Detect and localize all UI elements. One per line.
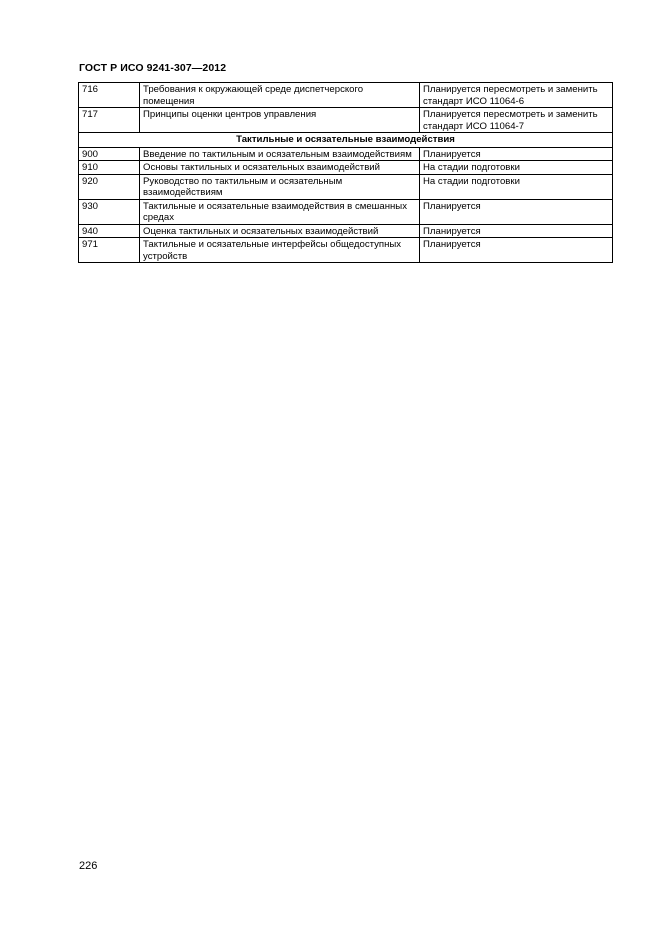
status-cell: Планируется <box>420 199 613 224</box>
table-row <box>79 224 613 238</box>
table-row <box>79 161 613 175</box>
table-row <box>79 83 613 108</box>
section-heading: Тактильные и осязательные взаимодействия <box>79 133 613 148</box>
part-number-cell: 716 <box>79 83 140 108</box>
part-title-cell: Принципы оценки центров управления <box>140 108 420 133</box>
part-title-cell: Тактильные и осязательные интерфейсы общедоступных устройств <box>140 238 420 263</box>
part-number-cell: 920 <box>79 174 140 199</box>
part-number-cell: 971 <box>79 238 140 263</box>
table-row <box>79 108 613 133</box>
part-title-cell: Руководство по тактильным и осязательным взаимодействиям <box>140 174 420 199</box>
part-title-cell: Тактильные и осязательные взаимодействия в смешанных средах <box>140 199 420 224</box>
standards-table <box>78 82 613 263</box>
table-row <box>79 174 613 199</box>
part-number-cell: 940 <box>79 224 140 238</box>
part-number-cell: 930 <box>79 199 140 224</box>
document-header: ГОСТ Р ИСО 9241-307—2012 <box>79 62 227 74</box>
page-number: 226 <box>79 860 98 872</box>
part-title-cell: Оценка тактильных и осязательных взаимодействий <box>140 224 420 238</box>
section-heading-row <box>79 133 613 148</box>
status-cell: На стадии подготовки <box>420 161 613 175</box>
status-cell: Планируется <box>420 147 613 161</box>
part-title-cell: Требования к окружающей среде диспетчерского помещения <box>140 83 420 108</box>
table-row <box>79 199 613 224</box>
part-number-cell: 717 <box>79 108 140 133</box>
table-row <box>79 238 613 263</box>
part-title-cell: Основы тактильных и осязательных взаимодействий <box>140 161 420 175</box>
part-number-cell: 900 <box>79 147 140 161</box>
status-cell: Планируется пересмотреть и заменить стандарт ИСО 11064-6 <box>420 83 613 108</box>
status-cell: На стадии подготовки <box>420 174 613 199</box>
status-cell: Планируется пересмотреть и заменить стандарт ИСО 11064-7 <box>420 108 613 133</box>
table-row <box>79 147 613 161</box>
status-cell: Планируется <box>420 224 613 238</box>
part-title-cell: Введение по тактильным и осязательным взаимодействиям <box>140 147 420 161</box>
status-cell: Планируется <box>420 238 613 263</box>
part-number-cell: 910 <box>79 161 140 175</box>
